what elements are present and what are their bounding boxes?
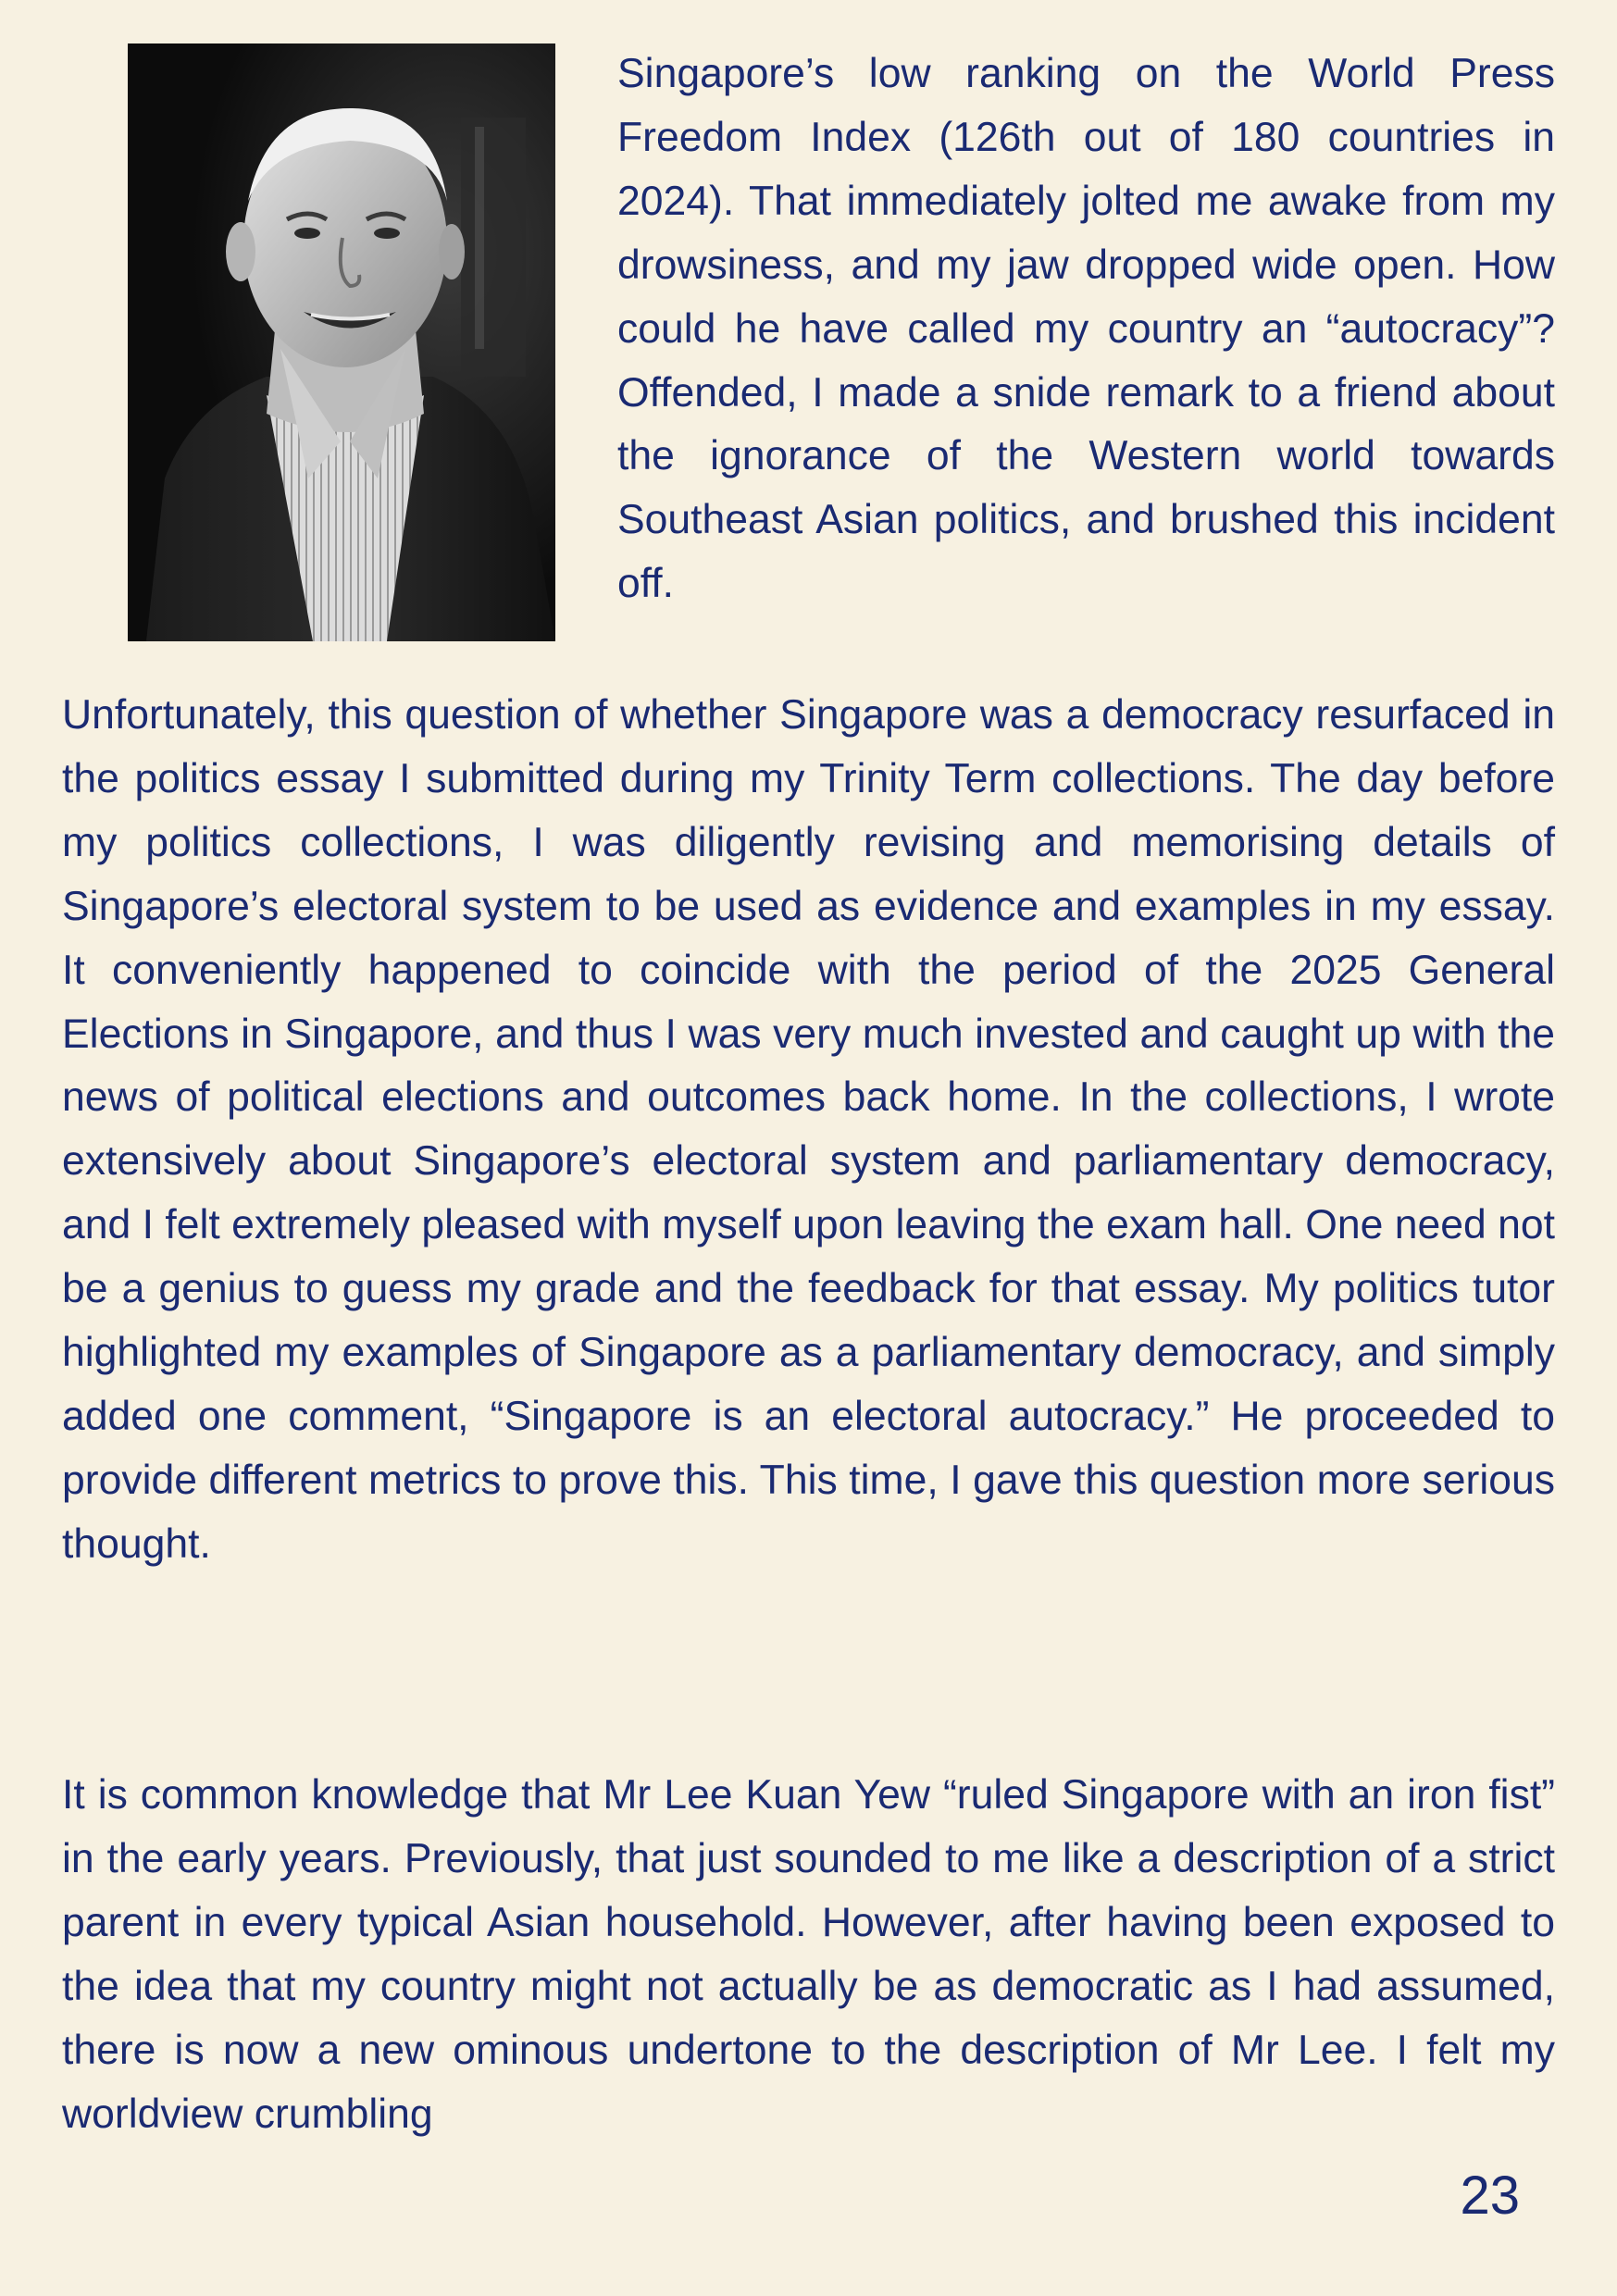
body-paragraph-collections: Unfortunately, this question of whether Singapore was a democracy resurfaced in the politics essay I submitted during my Trinity Term collections. The day before my politics collections, I was diligently revising and memorising details of Singapore’s electoral system to be used as evidence and examples in my essay. It conveniently happened to coincide with the period of the 2025 General Elections in Singapore, and thus I was very much invested and caught up with the news of political elections and outcomes back home. In the collections, I wrote extensively about Singapore’s electoral system and parliamentary democracy, and I felt extremely pleased with myself upon leaving the exam hall. One need not be a genius to guess my grade and the feedback for that essay. My politics tutor highlighted my examples of Singapore as a parliamentary democracy, and simply added one comment, “Singapore is an electoral autocracy.” He proceeded to provide different metrics to prove this. This time, I gave this question more serious thought. <box>62 692 1555 1567</box>
portrait-photo <box>128 43 555 641</box>
intro-paragraph: Singapore’s low ranking on the World Press Freedom Index (126th out of 180 countries in 2024). That immediately jolted me awake from my drowsiness, and my jaw dropped wide open. How could he have called my country an “autocracy”? Offended, I made a snide remark to a friend about the ignorance of the Western world towards Southeast Asian politics, and brushed this incident off. <box>617 51 1555 607</box>
page-number: 23 <box>1460 2166 1520 2226</box>
portrait-image <box>128 43 555 641</box>
body-paragraph-lee-kuan-yew: It is common knowledge that Mr Lee Kuan Yew “ruled Singapore with an iron fist” in the early years. Previously, that just sounded to me like a description of a strict parent in every typical Asian household. However, after having been exposed to the idea that my country might not actually be as democratic as I had assumed, there is now a new ominous undertone to the description of Mr Lee. I felt my worldview crumbling <box>62 1772 1555 2137</box>
